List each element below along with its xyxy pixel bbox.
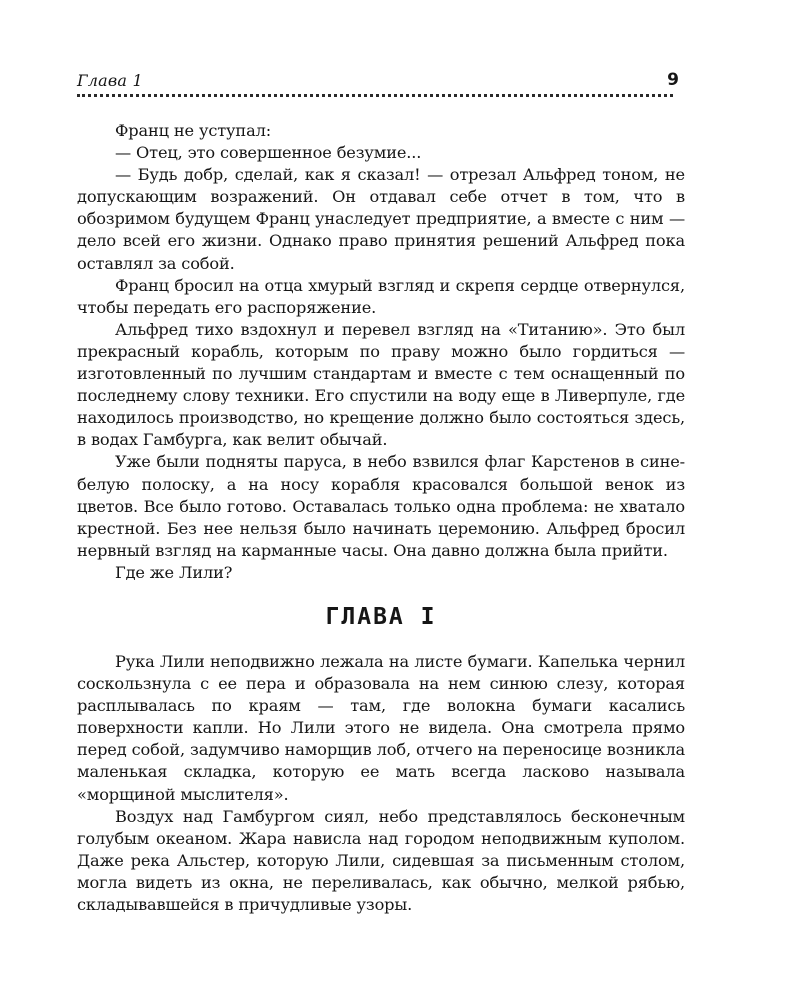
header-dotted-rule — [77, 94, 673, 97]
paragraph: Франц не уступал: — [115, 121, 272, 140]
book-page — [77, 68, 685, 916]
chapter-heading: ГЛАВА I — [325, 603, 437, 630]
paragraph: Воздух над Гамбургом сиял, небо представлялось бесконечным голубым океаном. Жара нависла над городом неподвижным куполом. Даже река Альстер, которую Лили, сидевшая за письменным столом, могла видеть из окна, не переливалась, как обычно, мелкой рябью, складывавшейся в причудливые узоры. — [77, 806, 685, 914]
body-text-section-1 — [77, 120, 685, 584]
paragraph: — Будь добр, сделай, как я сказал! — отрезал Альфред тоном, не допускающим возражений. Он отдавал себе отчет в том, что в обозримом будущем Франц унаследует предприятие, а вместе с ним — дело всей его жизни. Однако право принятия решений Альфред пока оставлял за собой. — [77, 165, 685, 273]
paragraph: — Отец, это совершенное безумие... — [115, 143, 422, 163]
running-title: Глава 1 — [77, 71, 143, 90]
paragraph: Франц бросил на отца хмурый взгляд и скрепя сердце отвернулся, чтобы передать его распоряжение. — [77, 275, 685, 317]
paragraph: Уже были подняты паруса, в небо взвился флаг Карстенов в сине-белую полоску, а на носу корабля красовался большой венок из цветов. Все было готово. Оставалась только одна проблема: не хватало крестной. Без нее нельзя было начинать церемонию. Альфред бросил нервный взгляд на карманные часы. Она давно должна была прийти. — [77, 452, 685, 560]
paragraph: Где же Лили? — [115, 562, 233, 582]
page-number: 9 — [667, 70, 679, 90]
body-text-section-2 — [77, 651, 685, 916]
running-header — [77, 68, 685, 90]
paragraph: Альфред тихо вздохнул и перевел взгляд на «Титанию». Это был прекрасный корабль, которым по праву можно было гордиться — изготовленный по лучшим стандартам и вместе с тем оснащенный по последнему слову техники. Его спустили на воду еще в Ливерпуле, где находилось производство, но крещение должно было состояться здесь, в водах Гамбурга, как велит обычай. — [77, 319, 685, 450]
paragraph: Рука Лили неподвижно лежала на листе бумаги. Капелька чернил соскользнула с ее пера и образовала на нем синюю слезу, которая расплывалась по краям — там, где волокна бумаги касались поверхности капли. Но Лили этого не видела. Она смотрела прямо перед собой, задумчиво наморщив лоб, отчего на переносице возникла маленькая складка, которую ее мать всегда ласково называла «морщиной мыслителя». — [77, 651, 685, 804]
